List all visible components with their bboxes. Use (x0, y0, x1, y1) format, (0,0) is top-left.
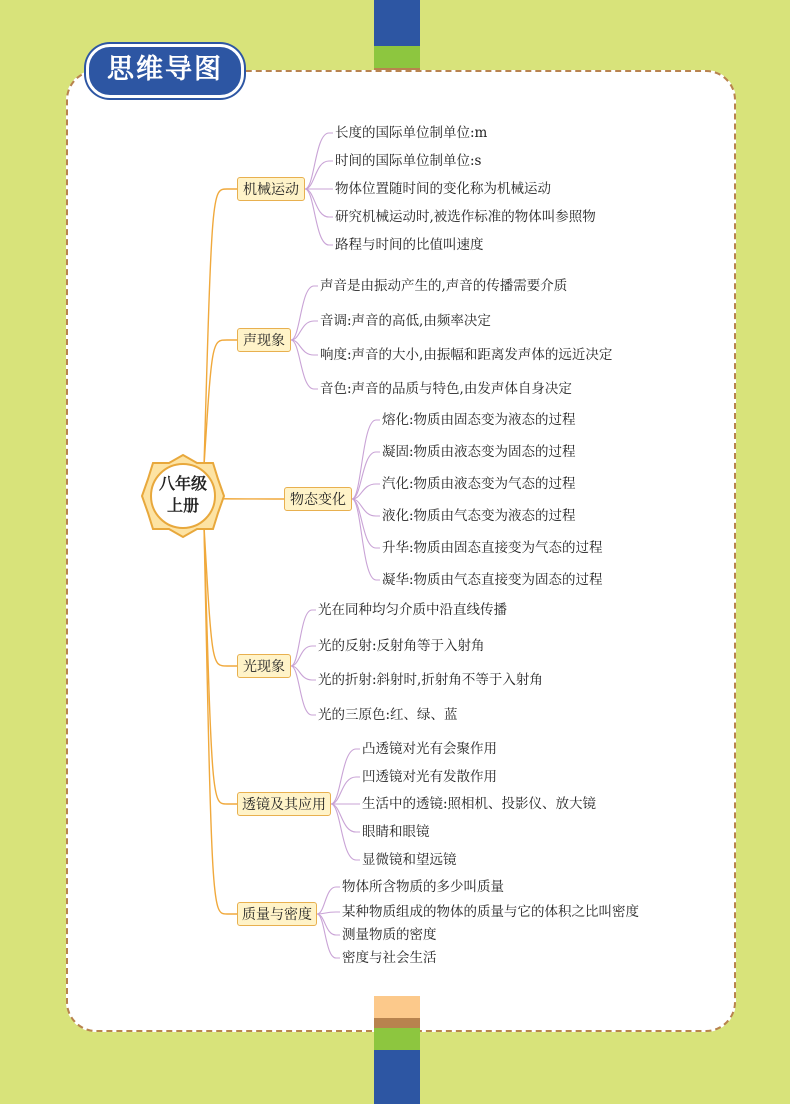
leaf-sound-4: 音色:声音的品质与特色,由发声体自身决定 (320, 381, 572, 397)
leaf-state-6: 凝华:物质由气态直接变为固态的过程 (382, 572, 603, 588)
branch-line (204, 526, 237, 666)
leaf-line (291, 666, 316, 715)
leaf-light-1: 光在同种均匀介质中沿直线传播 (318, 602, 507, 618)
leaf-light-4: 光的三原色:红、绿、蓝 (318, 707, 458, 723)
center-line2: 上册 (166, 496, 199, 515)
leaf-sound-2: 音调:声音的高低,由频率决定 (320, 313, 491, 329)
leaf-mass-3: 测量物质的密度 (342, 927, 437, 943)
leaf-sound-3: 响度:声音的大小,由振幅和距离发声体的远近决定 (320, 347, 613, 363)
leaf-motion-4: 研究机械运动时,被选作标准的物体叫参照物 (335, 209, 596, 225)
leaf-line (352, 499, 380, 516)
leaf-motion-1: 长度的国际单位制单位:m (335, 125, 488, 141)
leaf-light-2: 光的反射:反射角等于入射角 (318, 638, 485, 654)
leaf-motion-3: 物体位置随时间的变化称为机械运动 (335, 181, 551, 197)
category-mechanical-motion: 机械运动 (237, 177, 305, 201)
category-state-change: 物态变化 (284, 487, 352, 511)
leaf-line (317, 887, 340, 914)
leaf-state-3: 汽化:物质由液态变为气态的过程 (382, 476, 576, 492)
branch-line (204, 340, 237, 466)
leaf-sound-1: 声音是由振动产生的,声音的传播需要介质 (320, 278, 568, 294)
badge-title: 思维导图 (107, 54, 223, 85)
leaf-state-2: 凝固:物质由液态变为固态的过程 (382, 444, 576, 460)
leaf-state-4: 液化:物质由气态变为液态的过程 (382, 508, 576, 524)
leaf-lens-3: 生活中的透镜:照相机、投影仪、放大镜 (362, 796, 597, 812)
category-sound: 声现象 (237, 328, 291, 352)
leaf-motion-2: 时间的国际单位制单位:s (335, 153, 482, 169)
leaf-line (291, 340, 318, 355)
leaf-light-3: 光的折射:斜射时,折射角不等于入射角 (318, 672, 543, 688)
leaf-line (291, 610, 316, 666)
leaf-lens-4: 眼睛和眼镜 (362, 824, 430, 840)
category-lens: 透镜及其应用 (237, 792, 331, 816)
leaf-state-1: 熔化:物质由固态变为液态的过程 (382, 412, 576, 428)
leaf-lens-5: 显微镜和望远镜 (362, 852, 457, 868)
category-mass-density: 质量与密度 (237, 902, 317, 926)
leaf-line (291, 666, 316, 680)
leaf-line (317, 914, 340, 958)
leaf-mass-1: 物体所含物质的多少叫质量 (342, 879, 504, 895)
leaf-line (291, 286, 318, 340)
leaf-state-5: 升华:物质由固态直接变为气态的过程 (382, 540, 603, 556)
leaf-lens-1: 凸透镜对光有会聚作用 (362, 741, 497, 757)
category-light: 光现象 (237, 654, 291, 678)
branch-line (204, 526, 237, 914)
leaf-line (291, 340, 318, 389)
leaf-mass-4: 密度与社会生活 (342, 950, 437, 966)
leaf-mass-2: 某种物质组成的物体的质量与它的体积之比叫密度 (342, 904, 639, 920)
leaf-lens-2: 凹透镜对光有发散作用 (362, 769, 497, 785)
branch-line (204, 189, 237, 466)
center-line1: 八年级 (158, 474, 207, 493)
center-label (140, 473, 226, 517)
leaf-motion-5: 路程与时间的比值叫速度 (335, 237, 484, 253)
